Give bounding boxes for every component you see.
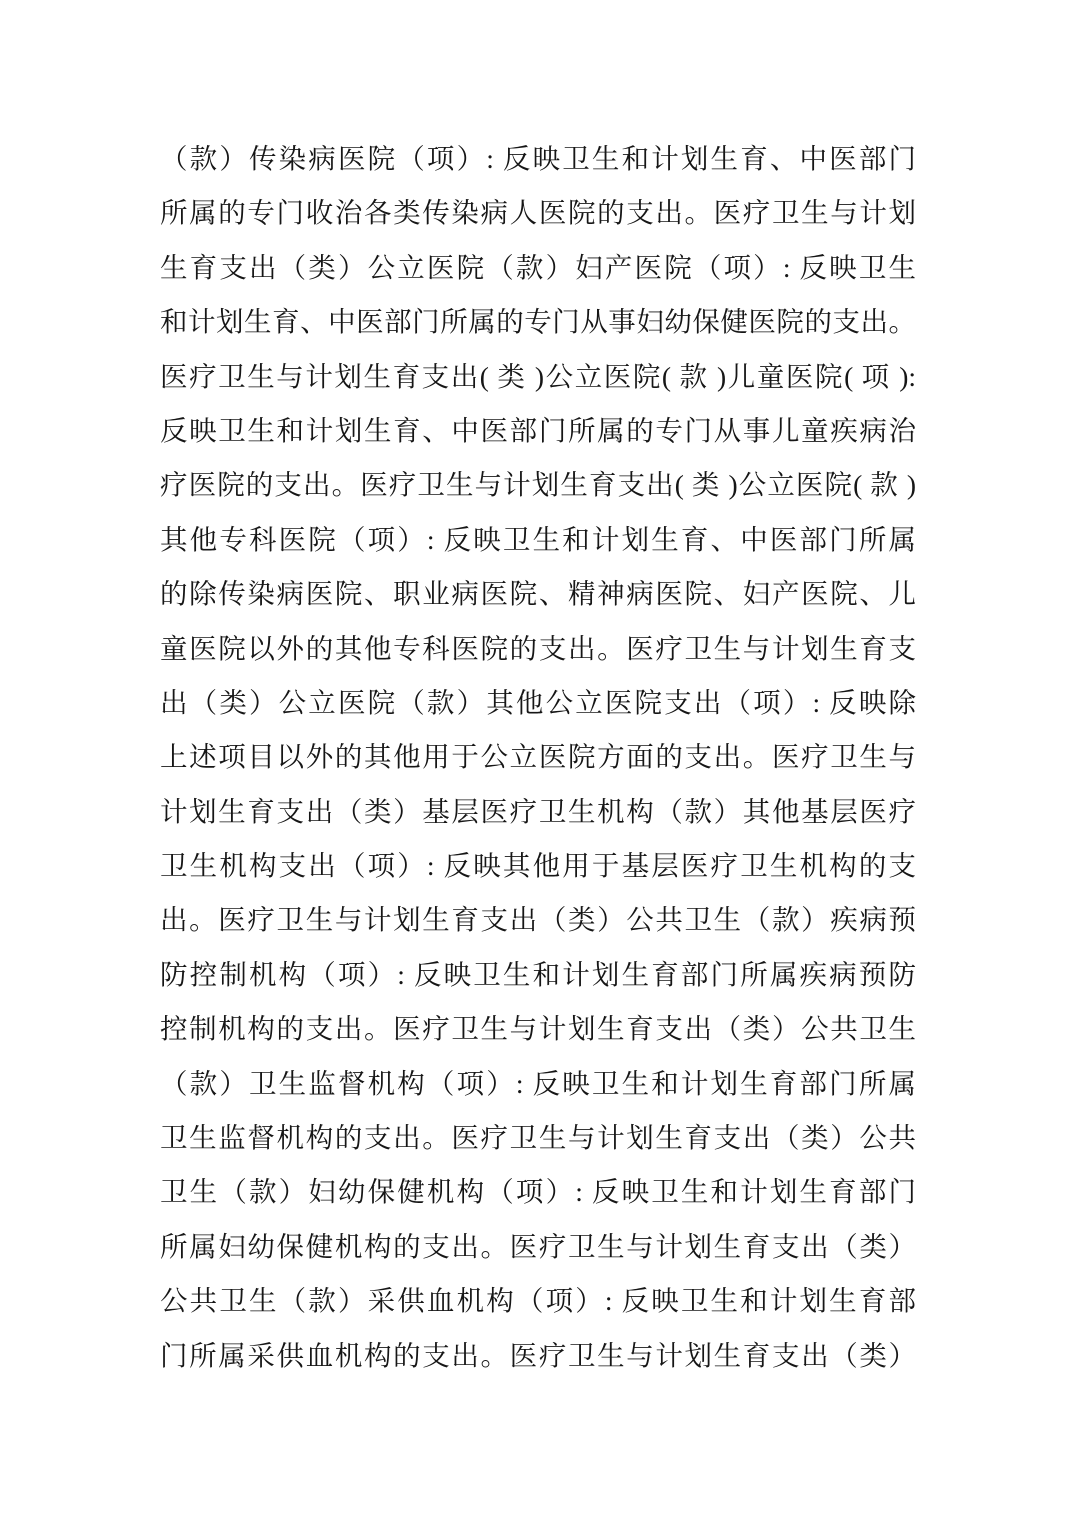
document-text-line: 生育支出（类）公立医院（款）妇产医院（项）: 反映卫生 [160,251,916,283]
document-text-line: 公共卫生（款）采供血机构（项）: 反映卫生和计划生育部 [160,1285,916,1317]
document-text-line: （款）传染病医院（项）: 反映卫生和计划生育、中医部门 [160,143,916,174]
document-text-line: 其他专科医院（项）: 反映卫生和计划生育、中医部门所属 [160,523,916,555]
document-paragraph [160,132,916,1383]
document-text-line: 计划生育支出（类）基层医疗卫生机构（款）其他基层医疗 [160,795,916,827]
document-text-line: 控制机构的支出。医疗卫生与计划生育支出（类）公共卫生 [160,1013,916,1045]
document-text-line: 卫生（款）妇幼保健机构（项）: 反映卫生和计划生育部门 [160,1176,916,1208]
document-text-line: 门所属采供血机构的支出。医疗卫生与计划生育支出（类） [160,1339,916,1371]
document-text-line: 的除传染病医院、职业病医院、精神病医院、妇产医院、儿 [160,578,916,610]
document-text-line: 反映卫生和计划生育、中医部门所属的专门从事儿童疾病治 [160,414,916,446]
document-text-line: 上述项目以外的其他用于公立医院方面的支出。医疗卫生与 [160,741,916,773]
document-text-line: 疗医院的支出。医疗卫生与计划生育支出( 类 )公立医院( 款 ) [160,469,916,501]
document-text-line: 卫生机构支出（项）: 反映其他用于基层医疗卫生机构的支 [160,850,916,882]
document-text-line: 防控制机构（项）: 反映卫生和计划生育部门所属疾病预防 [160,958,916,990]
document-text-line: 出。医疗卫生与计划生育支出（类）公共卫生（款）疾病预 [160,904,916,936]
document-text-line: 出（类）公立医院（款）其他公立医院支出（项）: 反映除 [160,686,916,718]
document-text-line: 和计划生育、中医部门所属的专门从事妇幼保健医院的支出。 [160,306,916,338]
document-text-line: 医疗卫生与计划生育支出( 类 )公立医院( 款 )儿童医院( 项 ): [160,360,916,392]
document-text-line: 所属的专门收治各类传染病人医院的支出。医疗卫生与计划 [160,197,916,229]
document-text-line: 所属妇幼保健机构的支出。医疗卫生与计划生育支出（类） [160,1230,916,1262]
document-text-line: （款）卫生监督机构（项）: 反映卫生和计划生育部门所属 [160,1067,916,1099]
document-text-line: 卫生监督机构的支出。医疗卫生与计划生育支出（类）公共 [160,1122,916,1154]
document-text-line: 童医院以外的其他专科医院的支出。医疗卫生与计划生育支 [160,632,916,664]
